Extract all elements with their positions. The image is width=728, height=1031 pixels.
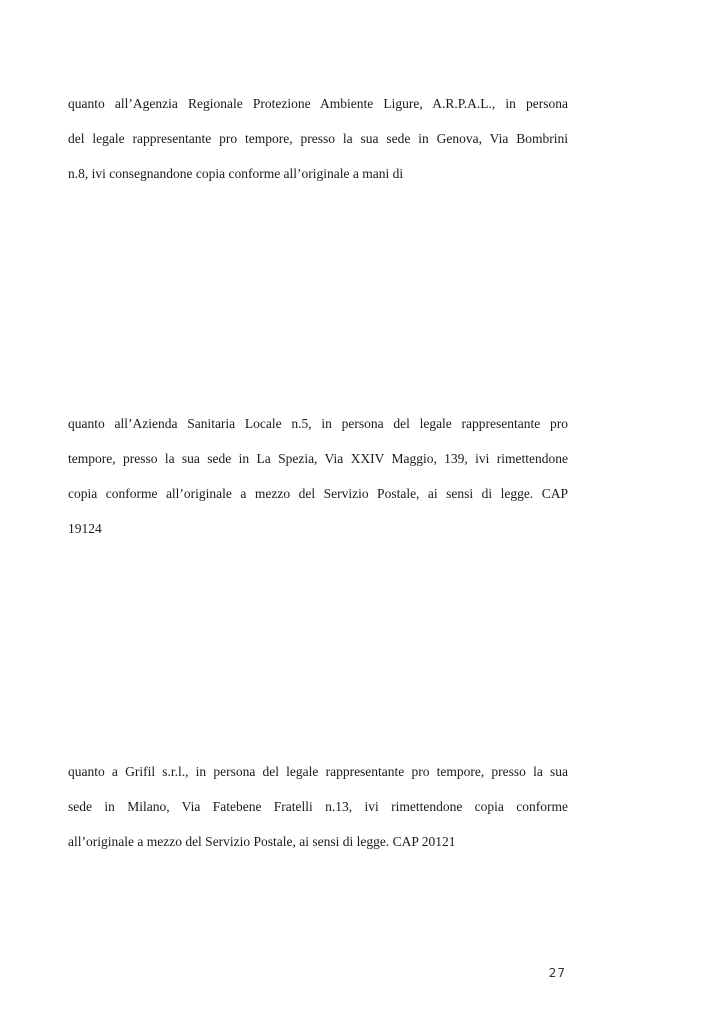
paragraph-line: tempore, presso la sua sede in La Spezia, Via XXIV Maggio, 139, ivi rimettendone [68, 451, 568, 466]
paragraph-line: all’originale a mezzo del Servizio Postale, ai sensi di legge. CAP 20121 [68, 834, 456, 849]
paragraph-line: n.8, ivi consegnandone copia conforme all’originale a mani di [68, 166, 404, 181]
page-number: 27 [548, 966, 566, 980]
service-paragraph-arpal [68, 86, 568, 191]
paragraph-line: sede in Milano, Via Fatebene Fratelli n.13, ivi rimettendone copia conforme [68, 799, 568, 814]
service-paragraph-grifil [68, 754, 568, 859]
service-paragraph-asl [68, 406, 568, 546]
paragraph-line: quanto a Grifil s.r.l., in persona del legale rappresentante pro tempore, presso la sua [68, 764, 568, 779]
paragraph-line: copia conforme all’originale a mezzo del Servizio Postale, ai sensi di legge. CAP [68, 486, 568, 501]
paragraph-line: quanto all’Azienda Sanitaria Locale n.5, in persona del legale rappresentante pro [68, 416, 568, 431]
paragraph-line: del legale rappresentante pro tempore, presso la sua sede in Genova, Via Bombrini [68, 131, 568, 146]
paragraph-line: 19124 [68, 521, 102, 536]
paragraph-line: quanto all’Agenzia Regionale Protezione Ambiente Ligure, A.R.P.A.L., in persona [68, 96, 568, 111]
